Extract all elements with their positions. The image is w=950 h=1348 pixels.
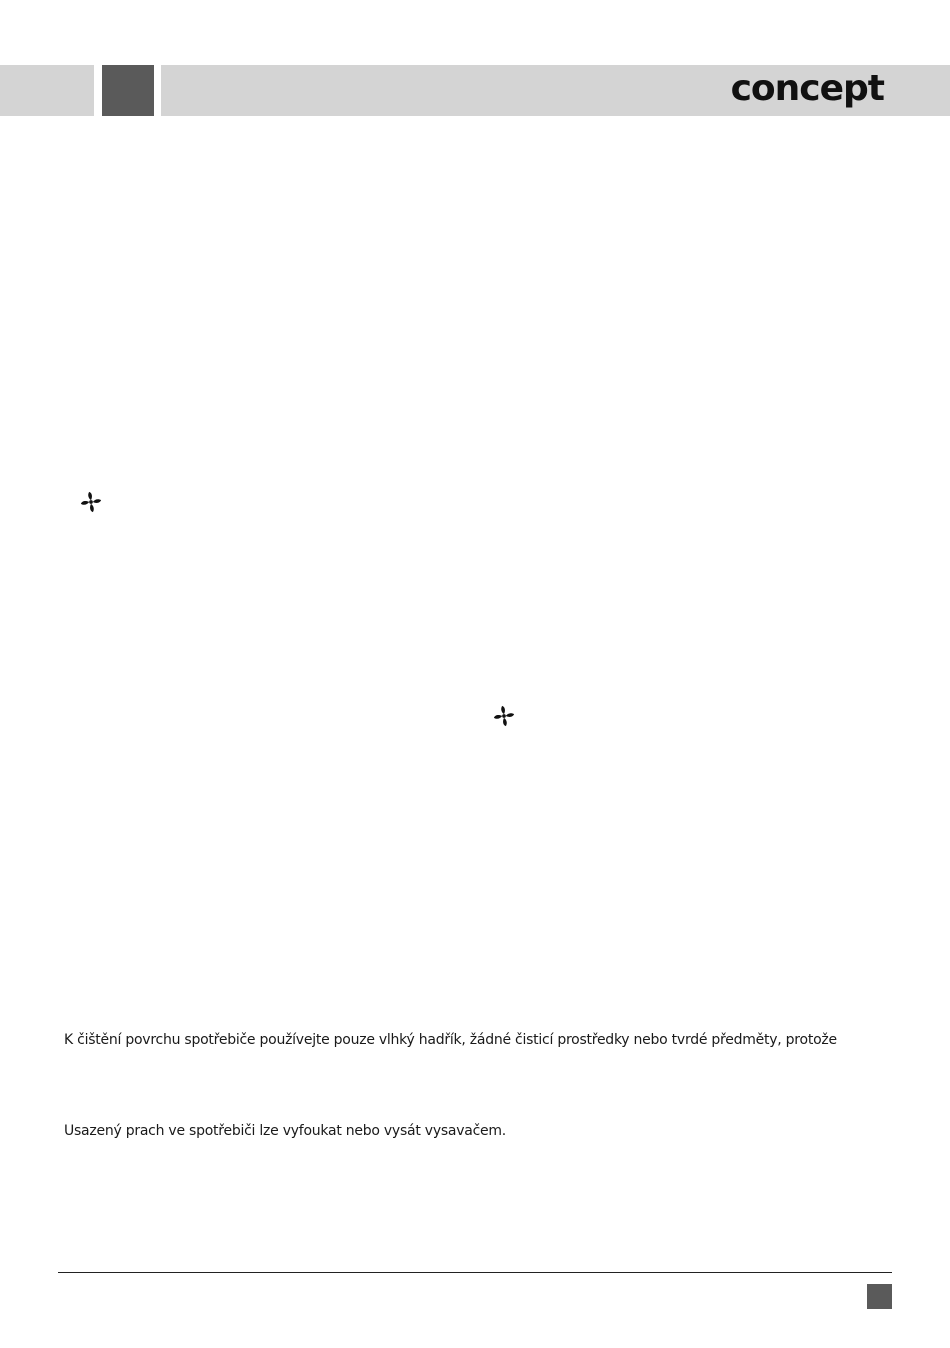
fan-icon	[80, 491, 102, 513]
header-section-tab	[102, 65, 154, 116]
brand-logo: concept	[730, 68, 884, 109]
header-band-left	[0, 65, 94, 116]
cleaning-instruction-text: K čištění povrchu spotřebiče používejte pouze vlhký hadřík, žádné čisticí prostředky nebo tvrdé předměty, protože	[64, 1032, 837, 1048]
footer-divider	[58, 1272, 892, 1273]
fan-icon	[493, 705, 515, 727]
dust-removal-text: Usazený prach ve spotřebiči lze vyfoukat nebo vysát vysavačem.	[64, 1123, 506, 1139]
page-marker	[867, 1284, 892, 1309]
